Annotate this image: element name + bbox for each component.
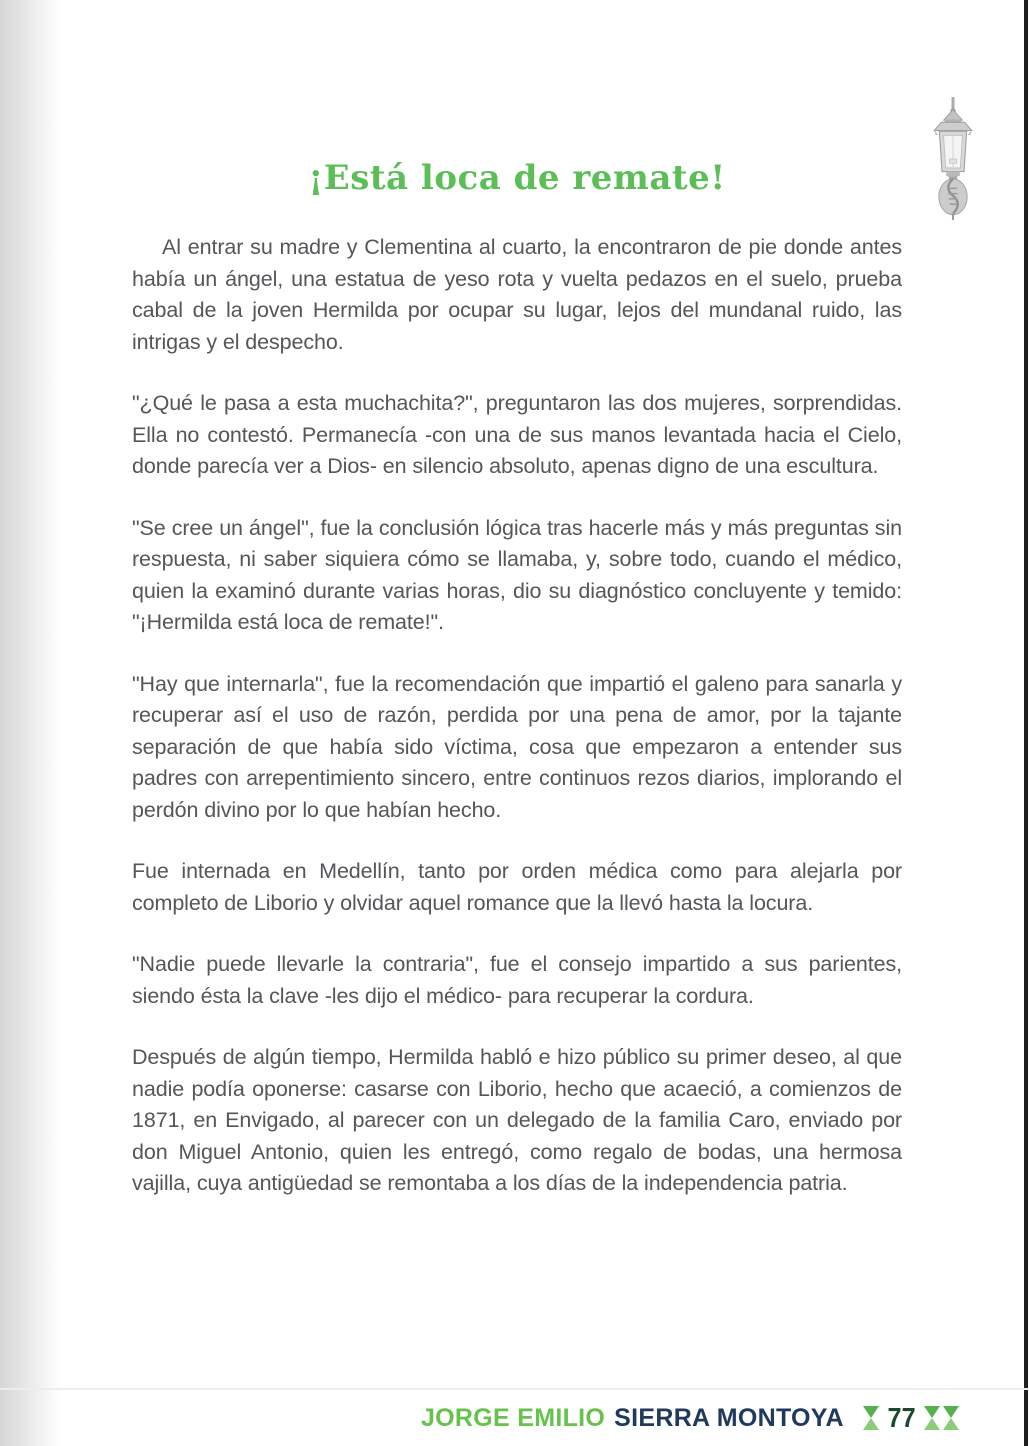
footer-divider bbox=[0, 1388, 1029, 1390]
body-paragraph: "Se cree un ángel", fue la conclusión lógica tras hacerle más y más preguntas sin respuesta, ni saber siquiera cómo se llamaba, y, sobre todo, cuando el médico, quien la examinó durante varias horas, dio su diagnóstico concluyente y temido: "¡Hermilda está loca de remate!". bbox=[132, 515, 902, 634]
page-title: ¡Está loca de remate! bbox=[308, 158, 726, 198]
author-last-name: SIERRA MONTOYA bbox=[614, 1403, 844, 1432]
body-paragraph: "Hay que internarla", fue la recomendación que impartió el galeno para sanarla y recuperar así el uso de razón, perdida por una pena de amor, por la tajante separación de que había sido víctima, cosa que empezaron a entender sus padres con arrepentimiento sincero, entre continuos rezos diarios, implorando el perdón divino por lo que habían hecho. bbox=[132, 671, 902, 822]
hourglass-ornament-icon bbox=[863, 1406, 880, 1430]
page-edge-line bbox=[1024, 0, 1028, 1446]
wall-lantern-icon bbox=[920, 96, 986, 222]
body-paragraph: Después de algún tiempo, Hermilda habló e hizo público su primer deseo, al que nadie podía oponerse: casarse con Liborio, hecho que acaeció, a comienzos de 1871, en Envigado, al parecer con un delegado de la familia Caro, enviado por don Miguel Antonio, quien les entregó, como regalo de bodas, una hermosa vajilla, cuya antigüedad se remontaba a los días de la independencia patria. bbox=[132, 1045, 902, 1195]
author-first-name: JORGE EMILIO bbox=[420, 1403, 606, 1432]
body-paragraph: Al entrar su madre y Clementina al cuarto, la encontraron de pie donde antes había un ángel, una estatua de yeso rota y vuelta pedazos en el suelo, prueba cabal de la joven Hermilda por ocupar su lugar, lejos del mundanal ruido, las intrigas y el despecho. bbox=[132, 235, 902, 354]
page-footer bbox=[421, 1402, 960, 1434]
page-number: 77 bbox=[887, 1402, 916, 1433]
body-paragraph: "¿Qué le pasa a esta muchachita?", preguntaron las dos mujeres, sorprendidas. Ella no contestó. Permanecía -con una de sus manos levantada hacia el Cielo, donde parecía ver a Dios- en silencio absoluto, apenas digno de una escultura. bbox=[132, 391, 902, 478]
hourglass-ornament-icon bbox=[942, 1406, 959, 1430]
hourglass-ornament-icon bbox=[923, 1406, 940, 1430]
page-body bbox=[132, 0, 902, 1230]
book-gutter-shadow bbox=[0, 0, 62, 1446]
body-paragraphs bbox=[132, 232, 902, 1200]
body-paragraph: "Nadie puede llevarle la contraria", fue el consejo impartido a sus parientes, siendo ésta la clave -les dijo el médico- para recuperar la cordura. bbox=[132, 952, 902, 1008]
body-paragraph: Fue internada en Medellín, tanto por orden médica como para alejarla por completo de Liborio y olvidar aquel romance que la llevó hasta la locura. bbox=[132, 859, 902, 915]
